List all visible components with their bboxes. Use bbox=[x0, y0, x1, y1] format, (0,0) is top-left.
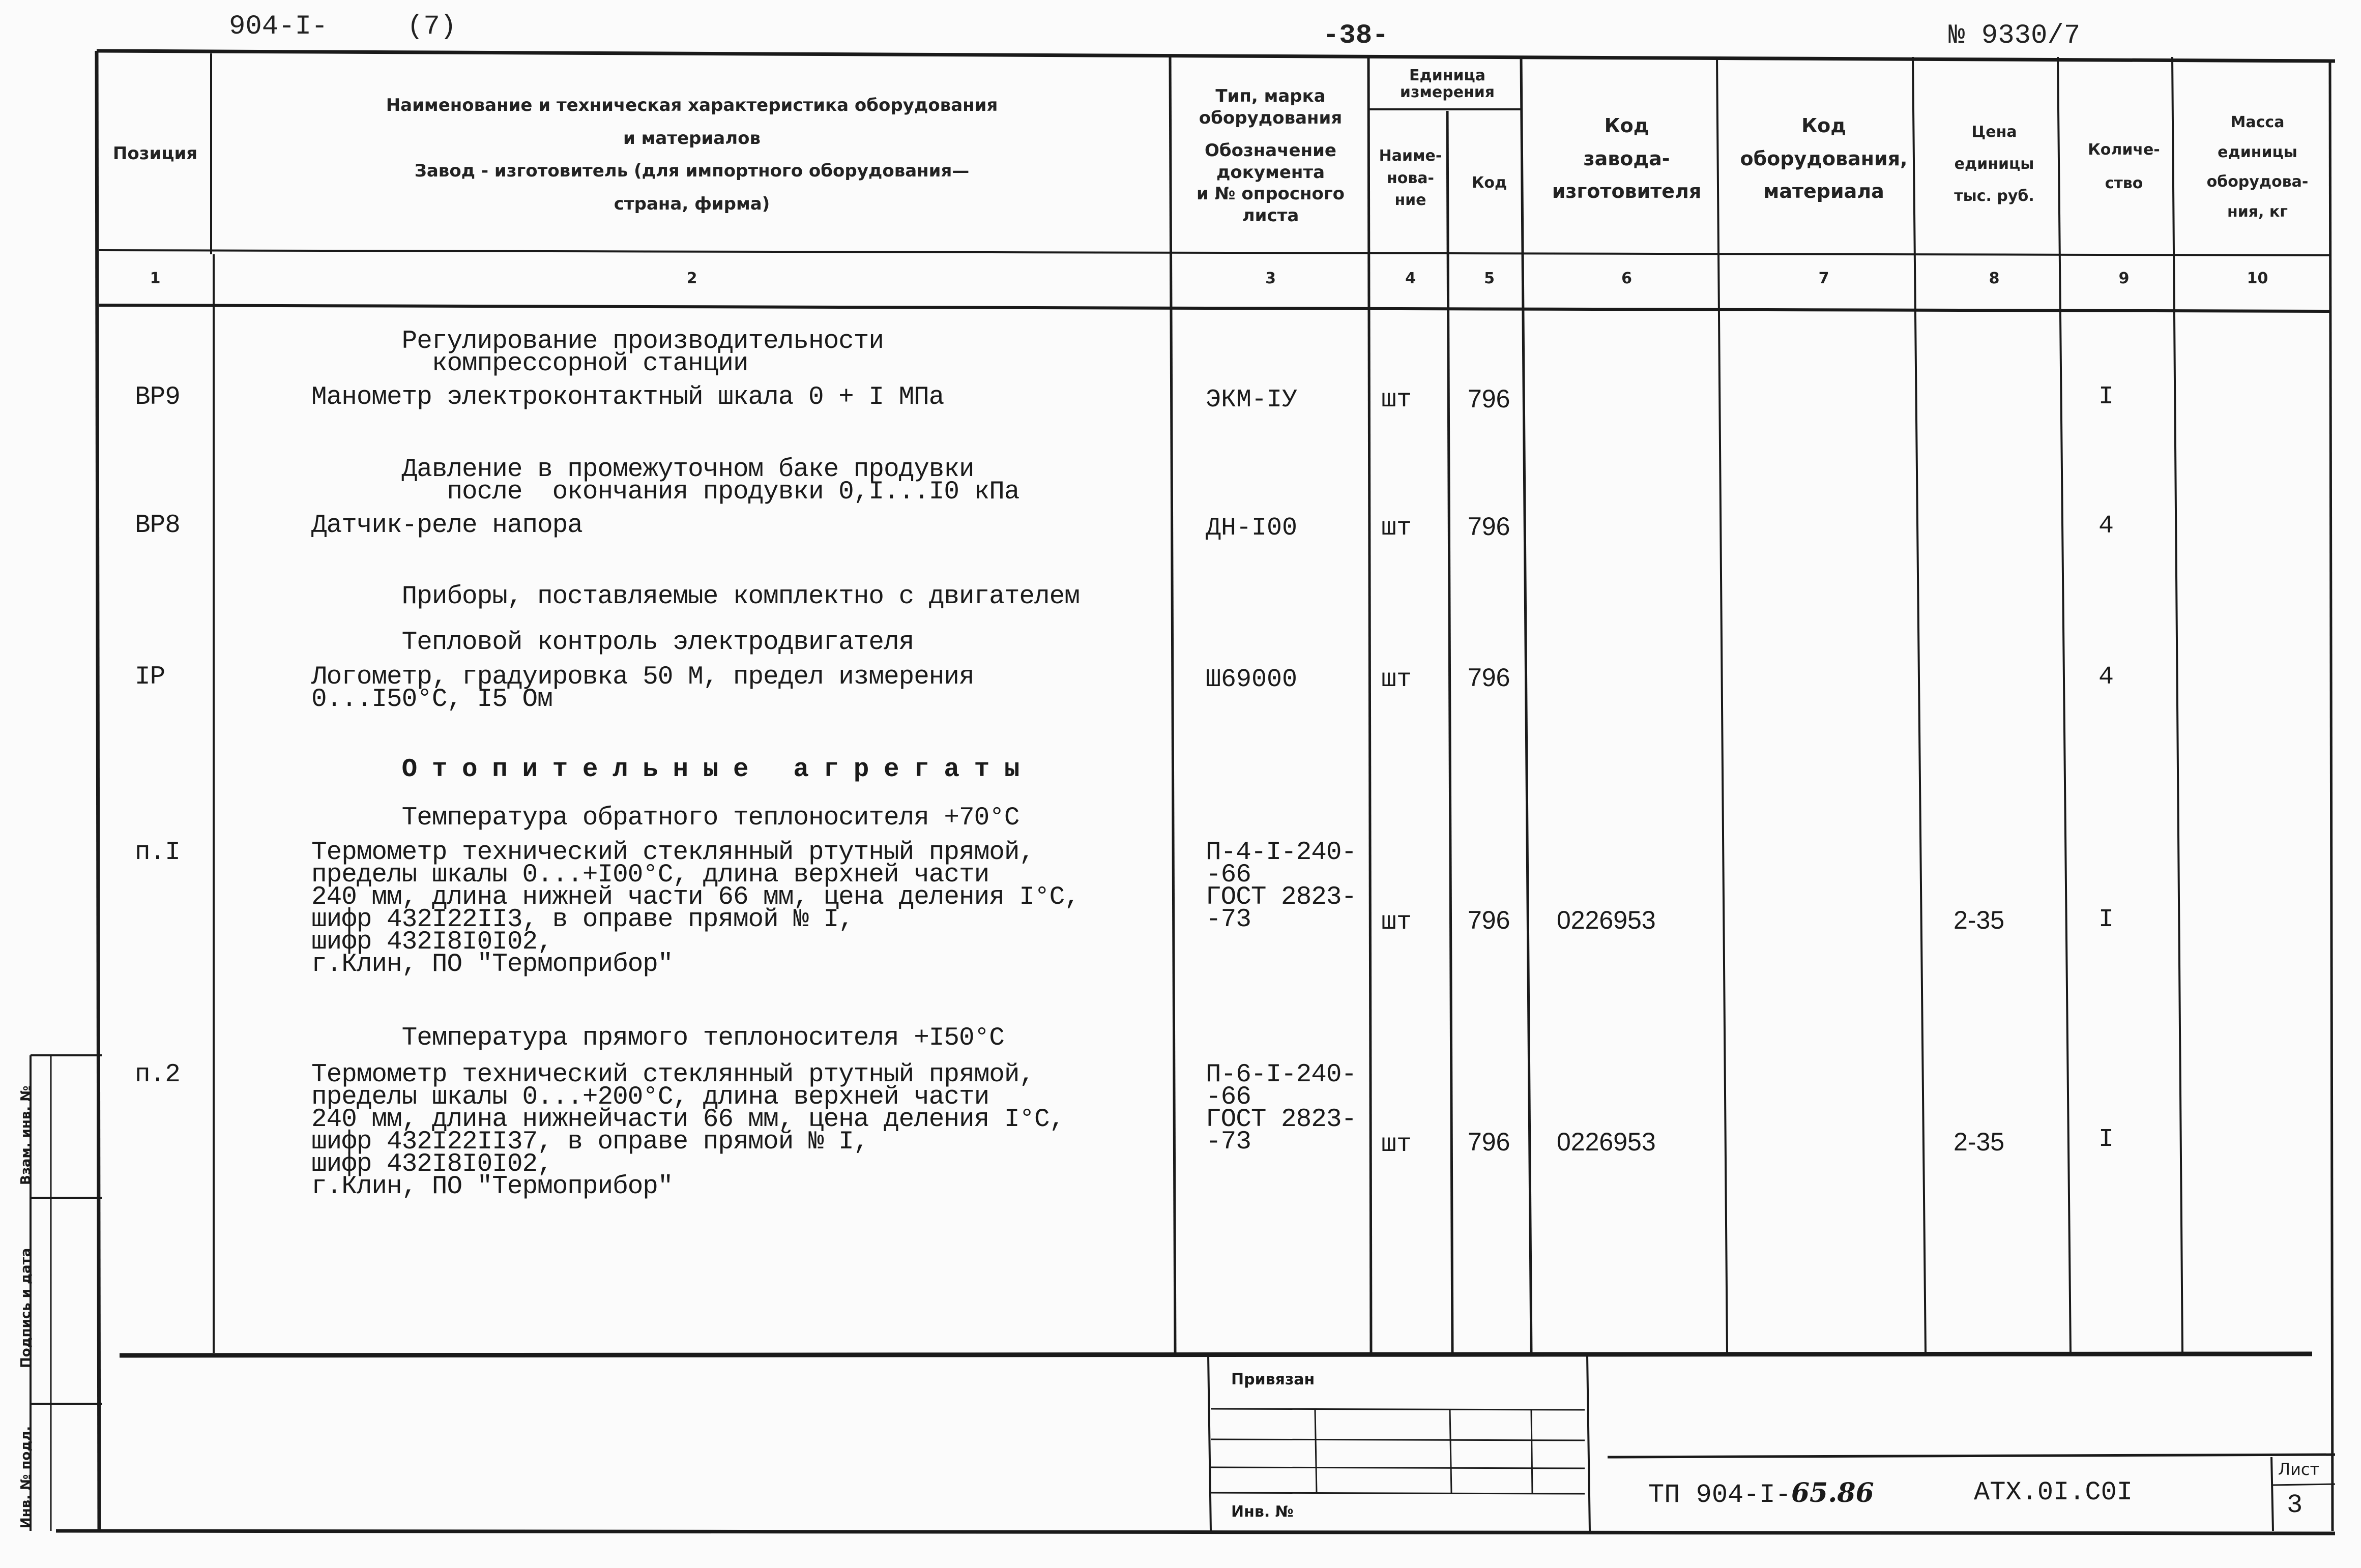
item-description: 0...I50°С, I5 Ом bbox=[311, 685, 552, 714]
series-label: 904-I- bbox=[229, 11, 328, 42]
item-type: -73 bbox=[1206, 905, 1251, 934]
section-heading: Температура обратного теплоносителя +70°С bbox=[311, 804, 1019, 833]
header-type bbox=[1173, 85, 1368, 226]
page-number: -38- bbox=[1323, 20, 1389, 51]
header-type-line: и № опросного bbox=[1196, 184, 1345, 204]
item-unit: шт bbox=[1381, 1130, 1412, 1159]
stamp-sheet-number: 3 bbox=[2287, 1490, 2303, 1520]
item-description: г.Клин, ПО "Термоприбор" bbox=[311, 950, 673, 979]
column-number: 10 bbox=[2247, 270, 2268, 287]
header-price-line: тыс. руб. bbox=[1954, 187, 2034, 205]
header-material-line: Код bbox=[1801, 114, 1846, 137]
series-number: (7) bbox=[407, 11, 457, 42]
margin-signature-date: Подпись и дата bbox=[18, 1248, 34, 1368]
item-type: -66 bbox=[1206, 861, 1251, 890]
header-mass-line: Масса bbox=[2230, 113, 2285, 131]
item-unit-code: 796 bbox=[1468, 906, 1510, 934]
item-description: 240 мм, длина нижней части 66 мм, цена деления I°С, bbox=[311, 883, 1080, 912]
column-number: 1 bbox=[150, 270, 161, 287]
section-heading: после окончания продувки 0,I...I0 кПа bbox=[311, 478, 1019, 507]
item-type: Ш69000 bbox=[1206, 665, 1298, 694]
header-factory-code bbox=[1531, 109, 1722, 208]
header-unit-code: Код bbox=[1471, 174, 1507, 192]
column-number: 2 bbox=[686, 270, 697, 287]
header-quantity bbox=[2071, 133, 2177, 200]
header-price bbox=[1926, 116, 2063, 212]
header-quantity-line: Количе- bbox=[2088, 141, 2160, 159]
item-type: П-6-I-240- bbox=[1206, 1060, 1357, 1089]
stamp-inv-number: Инв. № bbox=[1231, 1503, 1294, 1521]
position-code: IP bbox=[135, 663, 165, 692]
item-unit: шт bbox=[1381, 386, 1412, 415]
section-title: О т о п и т е л ь н ы е а г р е г а т ы bbox=[311, 755, 1019, 784]
stamp-document-code bbox=[1648, 1477, 1874, 1510]
header-type-line: оборудования bbox=[1199, 107, 1343, 128]
header-type-line: Тип, марка bbox=[1215, 86, 1326, 106]
item-type: -73 bbox=[1206, 1128, 1251, 1157]
header-mass-line: оборудова- bbox=[2206, 173, 2309, 191]
item-price: 2-35 bbox=[1954, 1128, 2005, 1156]
item-type: ДН-I00 bbox=[1206, 514, 1298, 543]
section-heading: Давление в промежуточном баке продувки bbox=[311, 455, 974, 484]
item-description: Манометр электроконтактный шкала 0 + I МПа bbox=[311, 383, 944, 412]
header-mass-line: единицы bbox=[2218, 143, 2297, 161]
item-description: Термометр технический стеклянный ртутный прямой, bbox=[311, 838, 1035, 867]
header-price-line: единицы bbox=[1954, 155, 2034, 173]
column-number: 8 bbox=[1989, 270, 2000, 287]
stamp-document-code-handwritten: 65.86 bbox=[1791, 1477, 1874, 1508]
item-description: шифр 432I22II37, в оправе прямой № I, bbox=[311, 1128, 869, 1157]
header-material-code bbox=[1727, 109, 1920, 208]
header-type-line: листа bbox=[1242, 205, 1299, 226]
item-unit: шт bbox=[1381, 514, 1412, 543]
margin-vzam-inv: Взам. инв. № bbox=[18, 1085, 34, 1185]
item-description: шифр 432I8I0I02, bbox=[311, 1150, 552, 1179]
section-heading: Тепловой контроль электродвигателя bbox=[311, 628, 914, 657]
item-quantity: I bbox=[2098, 382, 2114, 411]
header-mass-line: ния, кг bbox=[2227, 202, 2288, 221]
item-type: -66 bbox=[1206, 1083, 1251, 1112]
header-unit-name-line: ние bbox=[1394, 191, 1426, 209]
section-heading: Приборы, поставляемые комплектно с двигателем bbox=[311, 582, 1080, 611]
header-name-line: страна, фирма) bbox=[614, 193, 770, 214]
item-description: Логометр, градуировка 50 М, предел измерения bbox=[311, 663, 974, 692]
item-quantity: 4 bbox=[2098, 663, 2114, 692]
section-heading: компрессорной станции bbox=[311, 349, 748, 378]
header-unit-name-line: нова- bbox=[1386, 169, 1435, 187]
item-unit-code: 796 bbox=[1468, 512, 1510, 541]
item-price: 2-35 bbox=[1954, 906, 2005, 934]
item-description: пределы шкалы 0...+I00°С, длина верхней части bbox=[311, 861, 989, 890]
item-description: Датчик-реле напора bbox=[311, 511, 582, 540]
column-number: 7 bbox=[1818, 270, 1829, 287]
item-description: шифр 432I8I0I02, bbox=[311, 928, 552, 957]
item-type: ГОСТ 2823- bbox=[1206, 1105, 1357, 1134]
column-number: 5 bbox=[1484, 270, 1495, 287]
header-type-line: документа bbox=[1216, 162, 1325, 183]
header-price-line: Цена bbox=[1971, 123, 2017, 141]
section-heading: Регулирование производительности bbox=[311, 327, 884, 356]
item-unit: шт bbox=[1381, 665, 1412, 694]
item-type: ЭКМ-IУ bbox=[1206, 386, 1298, 415]
item-unit-code: 796 bbox=[1468, 1128, 1510, 1156]
item-factory-code: 0226953 bbox=[1557, 1128, 1656, 1156]
header-unit-name bbox=[1371, 145, 1450, 212]
item-quantity: I bbox=[2098, 905, 2114, 934]
header-material-line: оборудования, bbox=[1740, 147, 1908, 170]
position-code: ВР8 bbox=[135, 511, 180, 540]
header-position: Позиция bbox=[112, 143, 198, 164]
item-unit: шт bbox=[1381, 908, 1412, 937]
header-factory-line: завода- bbox=[1583, 147, 1670, 170]
position-code: ВР9 bbox=[135, 383, 180, 412]
header-name-line: Наименование и техническая характеристика оборудования bbox=[386, 95, 998, 115]
item-description: г.Клин, ПО "Термоприбор" bbox=[311, 1172, 673, 1201]
header-name bbox=[214, 89, 1170, 220]
header-unit-name-line: Наиме- bbox=[1379, 147, 1442, 165]
header-factory-line: изготовителя bbox=[1552, 180, 1702, 203]
item-quantity: 4 bbox=[2098, 512, 2114, 541]
item-description: 240 мм, длина нижнейчасти 66 мм, цена деления I°С, bbox=[311, 1105, 1065, 1134]
item-quantity: I bbox=[2098, 1125, 2114, 1154]
header-units-line: Единица bbox=[1409, 67, 1485, 84]
stamp-sheet-label: Лист bbox=[2278, 1460, 2320, 1479]
item-description: Термометр технический стеклянный ртутный прямой, bbox=[311, 1060, 1035, 1089]
section-heading: Температура прямого теплоносителя +I50°С bbox=[311, 1024, 1004, 1053]
header-units-line: измерения bbox=[1400, 83, 1495, 101]
header-name-line: и материалов bbox=[623, 128, 761, 149]
column-number: 9 bbox=[2118, 270, 2130, 287]
header-material-line: материала bbox=[1763, 180, 1884, 203]
header-name-line: Завод - изготовитель (для импортного оборудования— bbox=[414, 161, 970, 182]
stamp-privyazan: Привязан bbox=[1231, 1371, 1315, 1388]
header-quantity-line: ство bbox=[2105, 174, 2143, 192]
item-description: шифр 432I22II3, в оправе прямой № I, bbox=[311, 905, 854, 934]
margin-inv-original: Инв. № подл. bbox=[18, 1426, 34, 1528]
item-type: П-4-I-240- bbox=[1206, 838, 1357, 867]
column-number: 3 bbox=[1265, 270, 1276, 287]
item-description: пределы шкалы 0...+200°С, длина верхней части bbox=[311, 1083, 989, 1112]
position-code: п.I bbox=[135, 838, 180, 867]
header-units-group bbox=[1371, 67, 1524, 101]
stamp-section-code: АТХ.0I.С0I bbox=[1974, 1477, 2133, 1507]
item-unit-code: 796 bbox=[1468, 384, 1510, 413]
position-code: п.2 bbox=[135, 1060, 180, 1089]
column-number: 6 bbox=[1621, 270, 1632, 287]
item-unit-code: 796 bbox=[1468, 663, 1510, 692]
header-type-line: Обозначение bbox=[1205, 140, 1336, 161]
item-factory-code: 0226953 bbox=[1557, 906, 1656, 934]
stamp-document-code-printed: ТП 904-I- bbox=[1648, 1480, 1791, 1510]
header-mass bbox=[2182, 108, 2333, 227]
item-type: ГОСТ 2823- bbox=[1206, 883, 1357, 912]
header-factory-line: Код bbox=[1604, 114, 1649, 137]
document-number: № 9330/7 bbox=[1948, 20, 2081, 51]
column-number: 4 bbox=[1405, 270, 1416, 287]
